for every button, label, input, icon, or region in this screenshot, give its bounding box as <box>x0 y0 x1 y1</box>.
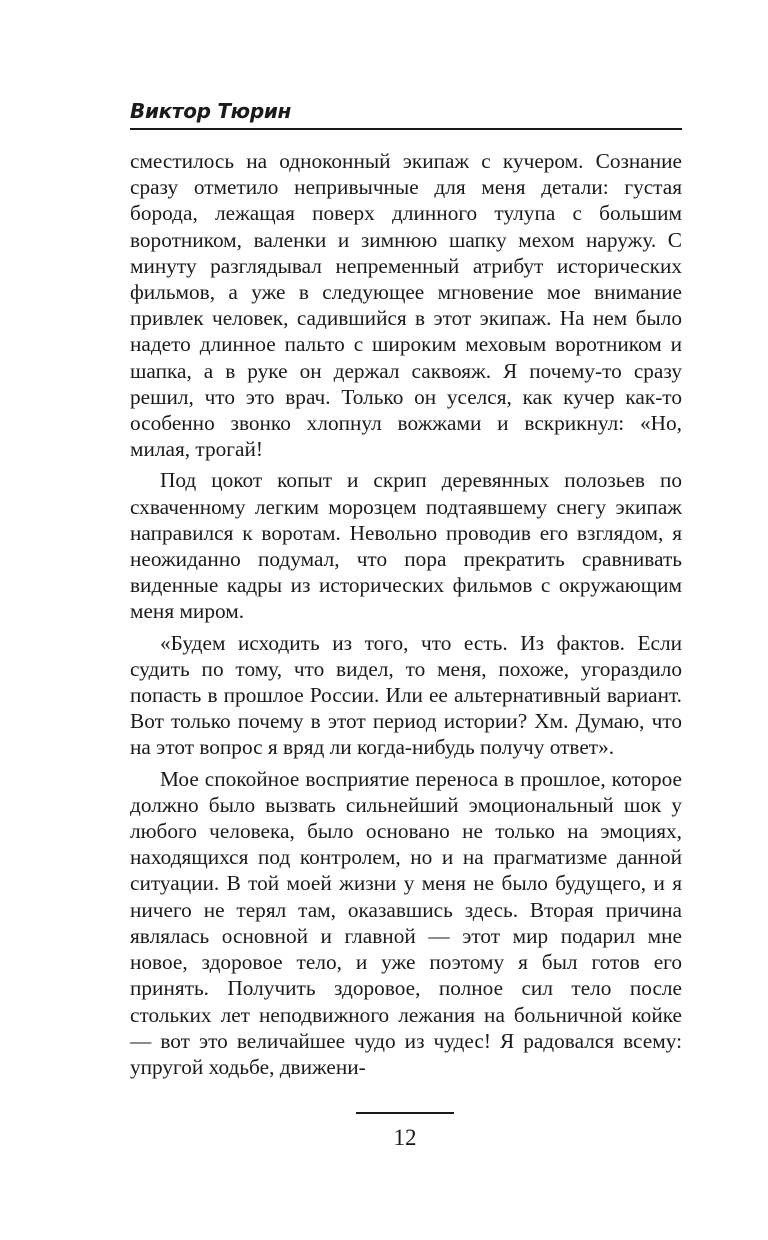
running-header-author: Виктор Тюрин <box>130 99 292 123</box>
header-rule <box>130 128 682 130</box>
paragraph-1: сместилось на одноконный экипаж с кучером. Сознание сразу отметило непривычные для меня детали: густая борода, лежащая поверх длинного тулупа с большим воротником, валенки и зимнюю шапку мехом наружу. С минуту разглядывал непременный атрибут исторических фильмов, а уже в следующее мгновение мое внимание привлек человек, садившийся в этот экипаж. На нем было надето длинное пальто с широким меховым воротником и шапка, а в руке он держал саквояж. Я почему-то сразу решил, что это врач. Только он уселся, как кучер как-то особенно звонко хлопнул вожжами и вскрикнул: «Но, милая, трогай! <box>130 149 682 462</box>
paragraph-4: Мое спокойное восприятие переноса в прошлое, которое должно было вызвать сильнейший эмоциональный шок у любого человека, было основано не только на эмоциях, находящихся под контролем, но и на прагматизме данной ситуации. В той моей жизни у меня не было будущего, и я ничего не терял там, оказавшись здесь. Вторая причина являлась основной и главной — этот мир подарил мне новое, здоровое тело, и уже поэтому я был готов его принять. Получить здоровое, полное сил тело после стольких лет неподвижного лежания на больничной койке — вот это величайшее чудо из чудес! Я радовался всему: упругой ходьбе, движени- <box>130 766 682 1079</box>
paragraph-3: «Будем исходить из того, что есть. Из фактов. Если судить по тому, что видел, то меня, похоже, угораздило попасть в прошлое России. Или ее альтернативный вариант. Вот только почему в этот период истории? Хм. Думаю, что на этот вопрос я вряд ли когда-нибудь получу ответ». <box>130 630 682 760</box>
paragraph-2: Под цокот копыт и скрип деревянных полозьев по схваченному легким морозцем подтаявшему снегу экипаж направился к воротам. Невольно проводив его взглядом, я неожиданно подумал, что пора прекратить сравнивать виденные кадры из исторических фильмов с окружающим меня миром. <box>130 468 682 624</box>
body-text <box>130 148 682 1080</box>
footer-rule <box>356 1112 454 1114</box>
page-number: 12 <box>393 1125 417 1150</box>
